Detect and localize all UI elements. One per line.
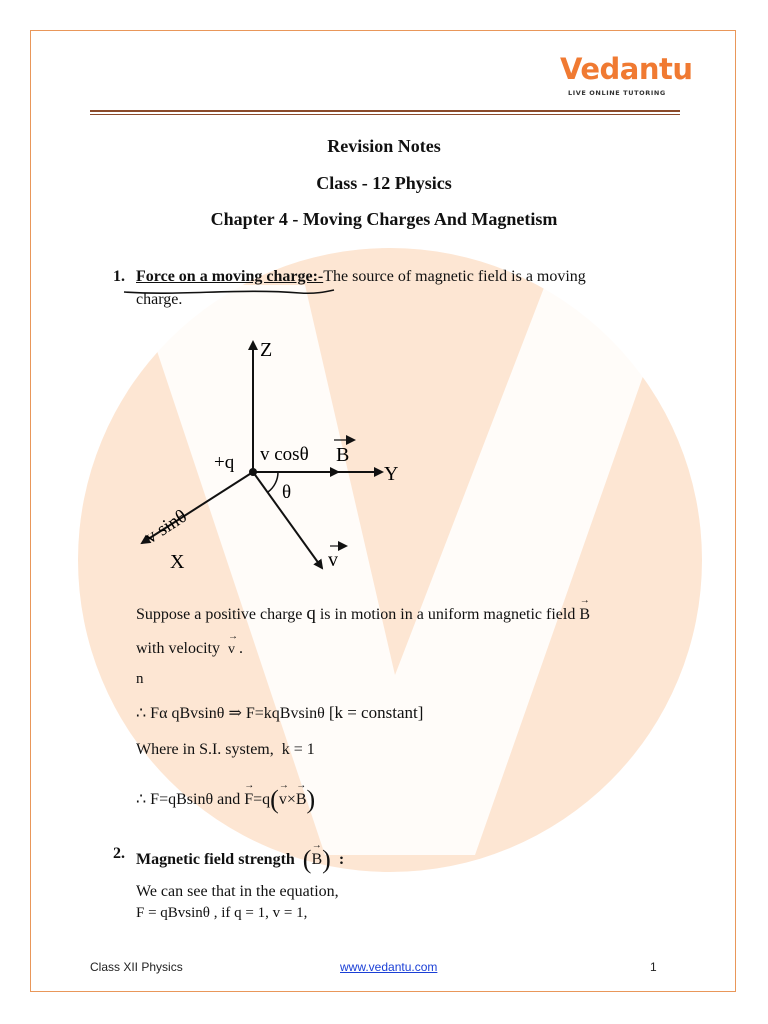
- equation-1-main: ∴ Fα qBvsinθ ⇒ F=kqBvsinθ: [136, 705, 325, 722]
- logo-tagline: LIVE ONLINE TUTORING: [568, 89, 666, 97]
- doc-class: Class - 12 Physics: [316, 173, 452, 193]
- doc-chapter: Chapter 4 - Moving Charges And Magnetism: [210, 209, 558, 229]
- equation-2-B-vector: → B: [296, 791, 307, 809]
- doc-title: Revision Notes: [327, 136, 441, 156]
- section2-line2-b: q = 1, v = 1,: [234, 905, 308, 921]
- para2-end: .: [238, 640, 243, 657]
- equation-2-a: ∴ F=qBsinθ and: [136, 791, 241, 808]
- section2-line1: We can see that in the equation,: [136, 883, 339, 900]
- equation-2-v-vector: → v: [279, 791, 287, 809]
- para2: [136, 640, 243, 658]
- x-axis-label: X: [170, 551, 185, 573]
- section2-heading: Magnetic field strength: [136, 851, 295, 868]
- equation-2: ∴ F=qBsinθ and → F=q(→ v×→ B): [136, 785, 315, 815]
- y-axis-label: Y: [384, 463, 399, 485]
- b-field-label: B: [336, 444, 350, 466]
- para1-text-a: Suppose a positive charge: [136, 606, 303, 623]
- velocity-label: v: [328, 549, 338, 571]
- stray-n: n: [136, 671, 144, 687]
- equation-2-b: =q: [253, 791, 271, 808]
- logo-wordmark: Vedantu: [560, 52, 693, 86]
- vsin-label: v sinθ: [141, 505, 191, 549]
- section1-line2: charge.: [136, 291, 183, 308]
- section1-number: 1.: [113, 268, 125, 285]
- si-equation: k = 1: [281, 741, 315, 758]
- section1-heading: Force on a moving charge:-: [136, 268, 324, 285]
- para1-B-vector: → B: [579, 606, 590, 624]
- theta-arc: [268, 472, 278, 492]
- equation-2-F-vector: → F: [244, 791, 253, 809]
- force-diagram: [120, 330, 420, 580]
- para1: [136, 603, 590, 625]
- vcos-label: v cosθ: [260, 444, 309, 465]
- charge-label: +q: [214, 452, 235, 473]
- equation-1-bracket: [k = constant]: [328, 703, 424, 722]
- section2-colon: :: [338, 851, 345, 868]
- para2-text: with velocity: [136, 640, 220, 657]
- section1-text: The source of magnetic field is a moving: [323, 268, 586, 285]
- section1-line1: [136, 268, 586, 286]
- para2-v-vector: → v: [228, 642, 235, 658]
- header-divider-thin: [90, 114, 680, 115]
- charge-point: [249, 468, 257, 476]
- si-line: [136, 741, 315, 759]
- para1-q: q: [306, 603, 316, 624]
- section2-heading-line: Magnetic field strength (→ B) :: [136, 845, 344, 875]
- header-divider: [90, 110, 680, 112]
- section2-B-vector: → B: [311, 851, 322, 869]
- footer-website-link[interactable]: www.vedantu.com: [340, 960, 438, 974]
- theta-label: θ: [282, 482, 292, 503]
- section2-line2-a: F = qBvsinθ , if: [136, 905, 231, 921]
- footer-page-number: 1: [650, 960, 657, 974]
- vedantu-logo: [560, 52, 693, 100]
- equation-1: [136, 703, 423, 723]
- para1-text-b: is in motion in a uniform magnetic field: [319, 606, 576, 623]
- footer-class: Class XII Physics: [90, 960, 183, 974]
- section2-line2: [136, 905, 307, 922]
- equation-2-times: ×: [286, 791, 296, 808]
- section2-number: 2.: [113, 845, 125, 862]
- z-axis-label: Z: [260, 339, 273, 361]
- si-text: Where in S.I. system,: [136, 741, 274, 758]
